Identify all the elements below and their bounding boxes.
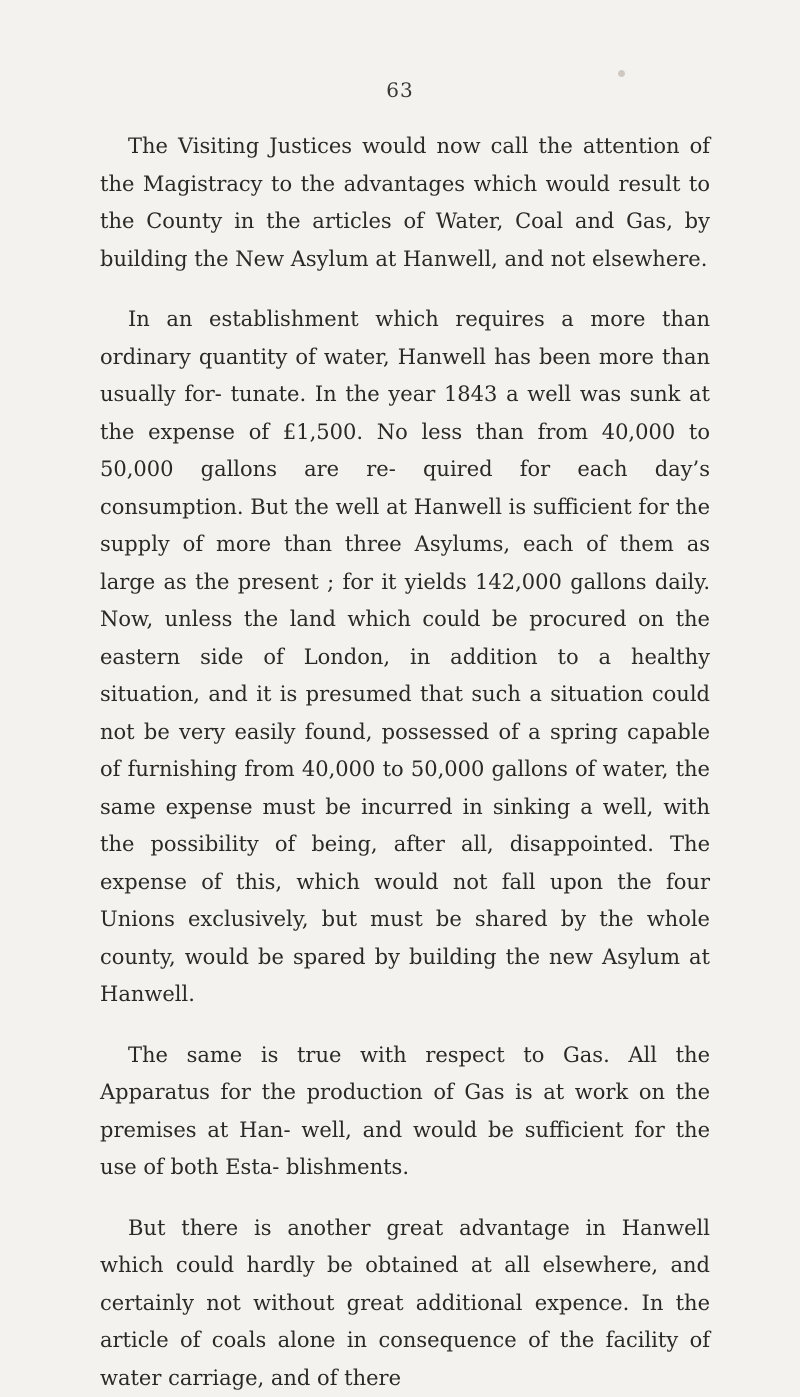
paragraph-water-coal-gas-intro: The Visiting Justices would now call the attention of the Magistracy to the advantages which would result to the County in the articles of Water, Coal and Gas, by building the New Asylum at Hanwell, and not elsewhere. [100, 128, 710, 278]
paragraph-water-supply: In an establishment which requires a more than ordinary quantity of water, Hanwell has been more than usually for- tunate. In the year 1843 a well was sunk at the expense of £1,500. No less than from 40,000 to 50,000 gallons are re- quired for each day’s consumption. But the well at Hanwell is sufficient for the supply of more than three Asylums, each of them as large as the present ; for it yields 142,000 gallons daily. Now, unless the land which could be procured on the eastern side of London, in addition to a healthy situation, and it is presumed that such a situation could not be very easily found, possessed of a spring capable of furnishing from 40,000 to 50,000 gallons of water, the same expense must be incurred in sinking a well, with the possibility of being, after all, disappointed. The expense of this, which would not fall upon the four Unions exclusively, but must be shared by the whole county, would be spared by building the new Asylum at Hanwell. [100, 301, 710, 1014]
paragraph-coal-advantage: But there is another great advantage in Hanwell which could hardly be obtained at all elsewhere, and certainly not without great additional expence. In the article of coals alone in consequence of the facility of water carriage, and of there [100, 1210, 710, 1397]
paragraph-gas: The same is true with respect to Gas. All the Apparatus for the production of Gas is at work on the premises at Han- well, and would be sufficient for the use of both Esta- blishments. [100, 1037, 710, 1187]
paper-speck [618, 70, 625, 77]
page-number: 63 [0, 78, 800, 102]
body-text [100, 128, 710, 1397]
